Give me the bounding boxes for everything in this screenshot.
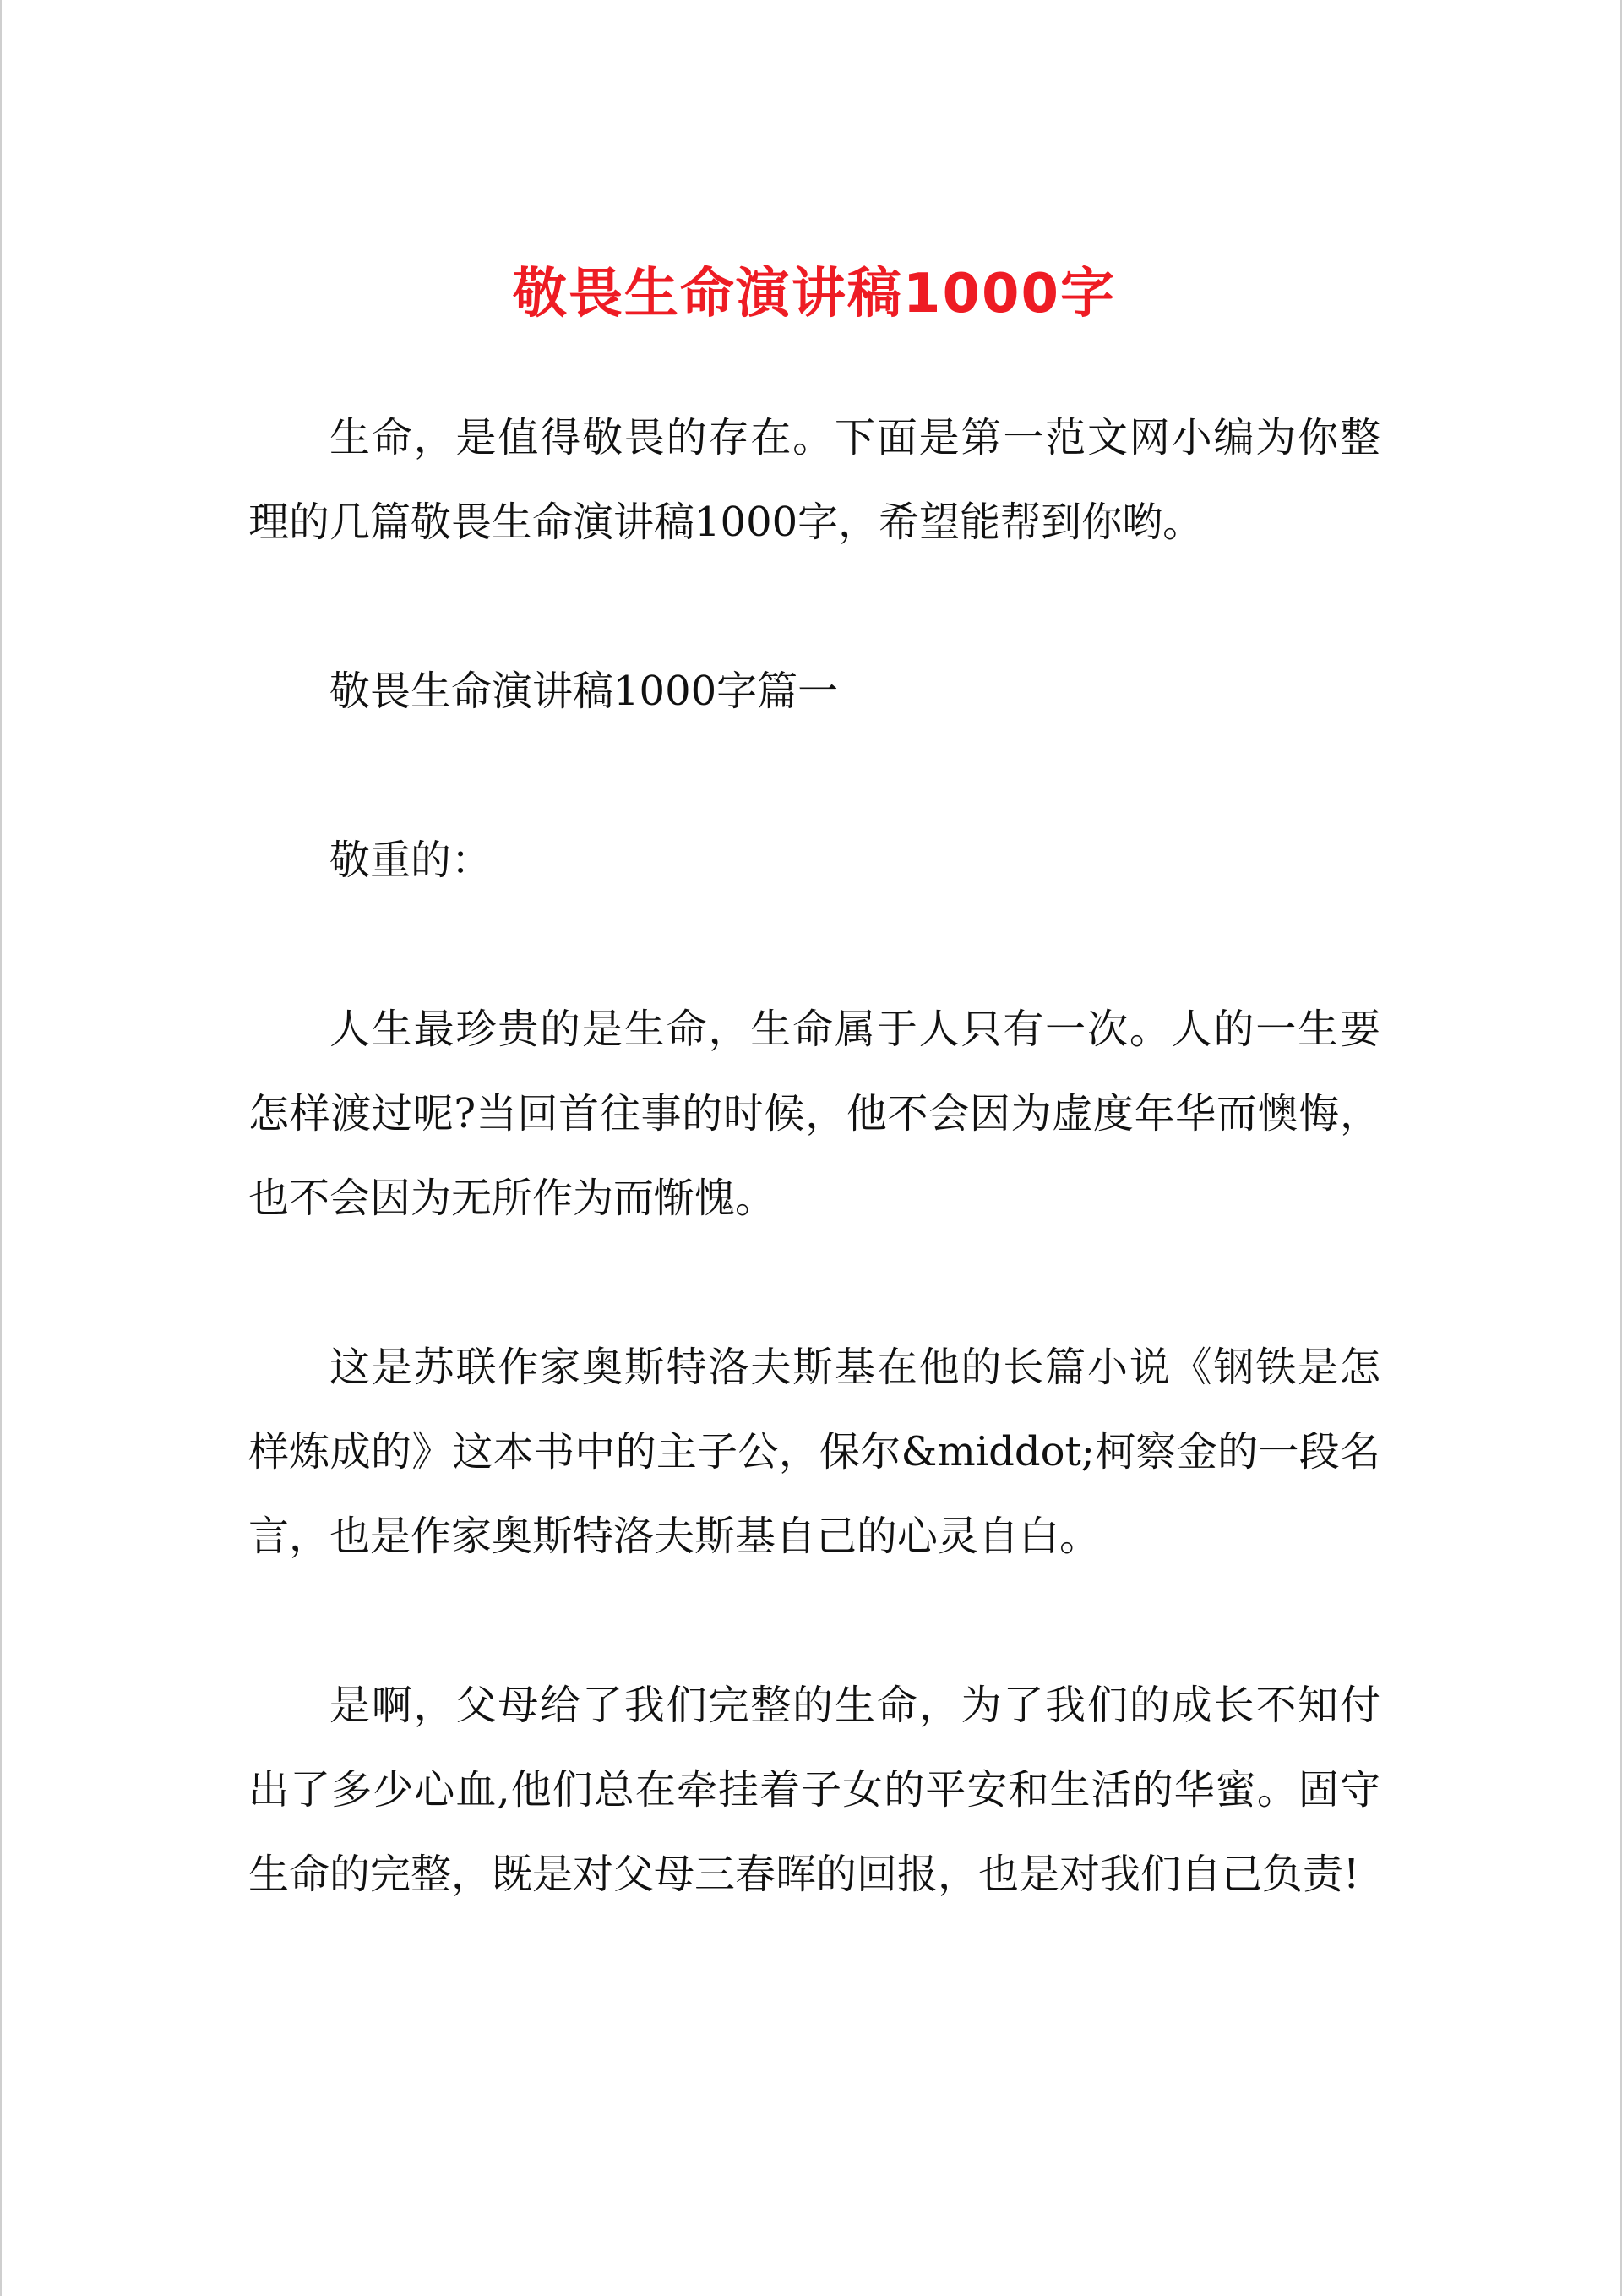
body-paragraph-2: 这是苏联作家奥斯特洛夫斯基在他的长篇小说《钢铁是怎样炼成的》这本书中的主子公，保尔&middot;柯察金的一段名言，也是作家奥斯特洛夫斯基自己的心灵自白。 bbox=[248, 1344, 1380, 1560]
salutation: 敬重的： bbox=[329, 837, 493, 884]
section-heading: 敬畏生命演讲稿1000字篇一 bbox=[329, 668, 839, 715]
body-paragraph-1: 人生最珍贵的是生命，生命属于人只有一次。人的一生要怎样渡过呢?当回首往事的时候，他不会因为虚度年华而懊悔，也不会因为无所作为而惭愧。 bbox=[248, 1006, 1380, 1222]
document-title: 敬畏生命演讲稿1000字 bbox=[512, 263, 1117, 325]
document-body bbox=[248, 243, 1380, 1917]
body-paragraph-3: 是啊，父母给了我们完整的生命，为了我们的成长不知付出了多少心血,他们总在牵挂着子女的平安和生活的华蜜。固守生命的完整，既是对父母三春晖的回报，也是对我们自己负责! bbox=[248, 1682, 1380, 1898]
intro-paragraph: 生命，是值得敬畏的存在。下面是第一范文网小编为你整理的几篇敬畏生命演讲稿1000字，希望能帮到你哟。 bbox=[248, 414, 1380, 546]
